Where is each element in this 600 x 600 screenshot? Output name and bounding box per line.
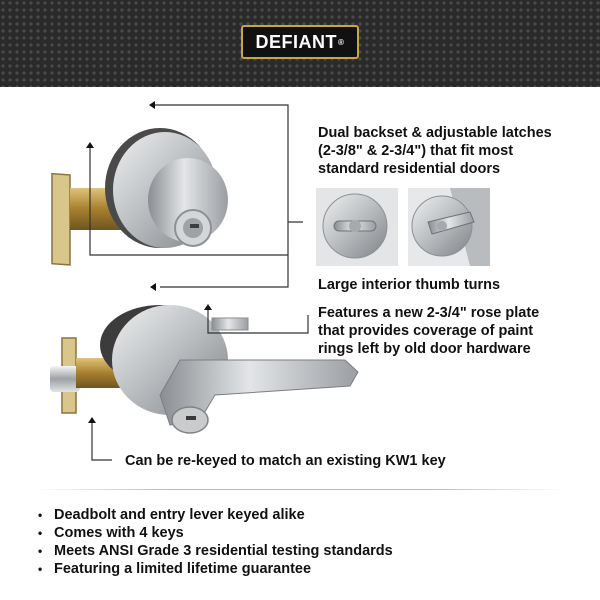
logo-text: DEFIANT <box>255 31 338 52</box>
callout-rekey: Can be re-keyed to match an existing KW1 key <box>125 453 446 469</box>
deadbolt-image <box>52 128 228 265</box>
entry-lever-image <box>50 305 358 433</box>
callout-backset-line-3: standard residential doors <box>318 161 501 177</box>
feature-text: Meets ANSI Grade 3 residential testing standards <box>54 543 393 559</box>
thumb-turn-image-2 <box>408 188 490 266</box>
bullet-icon: • <box>38 544 43 558</box>
callout-rose-line-1: Features a new 2-3/4" rose plate <box>318 305 540 321</box>
callout-rose-line-2: that provides coverage of paint <box>318 323 534 339</box>
callout-backset-line-1: Dual backset & adjustable latches <box>318 125 552 141</box>
callout-backset <box>318 124 552 178</box>
feature-item <box>38 506 393 524</box>
registered-mark: ® <box>338 37 345 47</box>
callout-backset-line-2: (2-3/8" & 2-3/4") that fit most <box>318 143 514 159</box>
bullet-icon: • <box>38 508 43 522</box>
feature-text: Featuring a limited lifetime guarantee <box>54 561 312 577</box>
callout-rose-plate <box>318 304 539 358</box>
feature-item <box>38 560 393 578</box>
feature-item <box>38 524 393 542</box>
feature-item <box>38 542 393 560</box>
feature-text: Comes with 4 keys <box>54 525 184 541</box>
callout-rose-line-3: rings left by old door hardware <box>318 341 531 357</box>
section-divider <box>36 489 564 490</box>
feature-list <box>38 506 393 578</box>
thumb-turn-image-1 <box>316 188 398 266</box>
bullet-icon: • <box>38 526 43 540</box>
feature-text: Deadbolt and entry lever keyed alike <box>54 507 305 523</box>
callout-thumb-turns: Large interior thumb turns <box>318 277 501 293</box>
bullet-icon: • <box>38 562 43 576</box>
